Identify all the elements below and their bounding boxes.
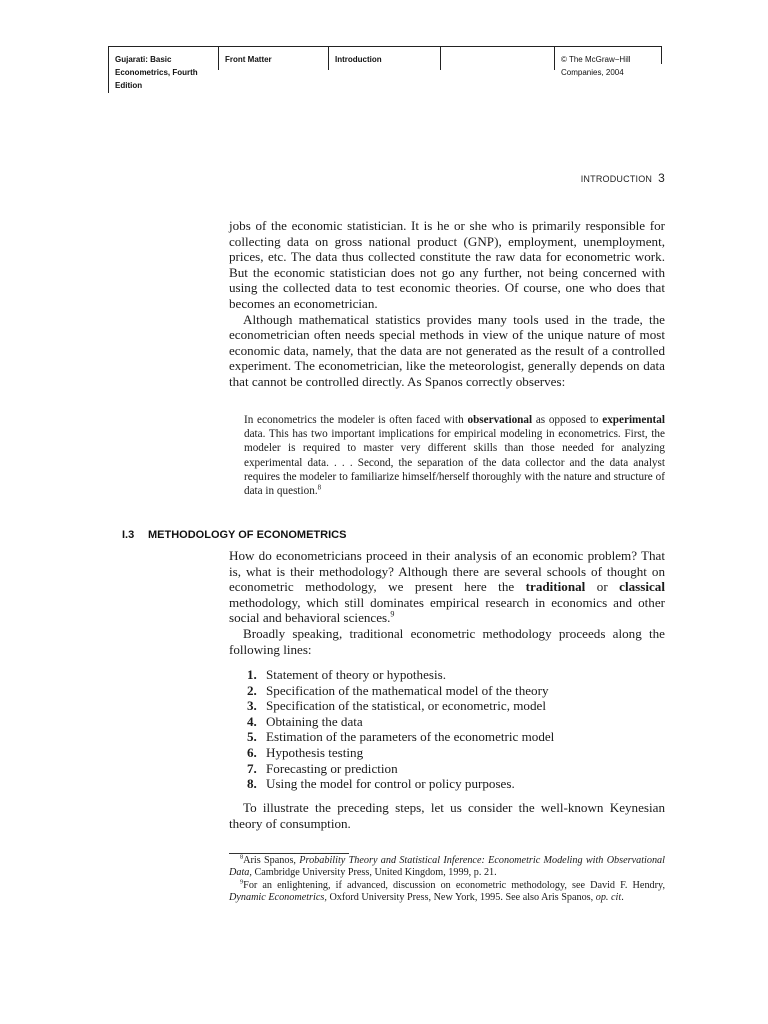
body-text-top: [229, 218, 665, 390]
list-item-number: 8.: [247, 776, 257, 792]
paragraph-3-bold-classical: classical: [619, 579, 665, 595]
list-item-text: Obtaining the data: [266, 713, 363, 729]
list-item-text: Hypothesis testing: [266, 744, 364, 760]
section-heading: [122, 529, 346, 541]
list-item-text: Using the model for control or policy purposes.: [266, 776, 515, 792]
footnote-text: For an enlightening, if advanced, discussion on econometric methodology, see David F. Hendry,: [243, 879, 665, 891]
running-head-title: INTRODUCTION: [580, 174, 653, 184]
list-item: [247, 714, 554, 730]
quote-text-1: In econometrics the modeler is often faced with: [244, 414, 468, 426]
footnote-text: .: [621, 891, 624, 903]
list-item-number: 7.: [247, 760, 257, 776]
footnote-8: [229, 855, 665, 880]
quote-text-2: as opposed to: [532, 414, 603, 426]
list-item: [247, 667, 554, 683]
list-item: [247, 729, 554, 745]
list-item-number: 5.: [247, 729, 257, 745]
footnote-9: [229, 880, 665, 905]
footnotes: [229, 855, 665, 904]
paragraph-4: Broadly speaking, traditional econometric methodology proceeds along the following lines:: [229, 625, 665, 657]
list-item: [247, 698, 554, 714]
list-item: [247, 683, 554, 699]
footnote-text: Aris Spanos,: [243, 855, 300, 866]
footnote-ref-9: 9: [390, 610, 395, 620]
list-item-text: Estimation of the parameters of the econometric model: [266, 729, 555, 745]
header-cell-empty: [440, 47, 555, 70]
footnote-ref-8: 8: [317, 483, 322, 492]
list-item-number: 2.: [247, 682, 257, 698]
section-number: I.3: [122, 529, 135, 541]
list-item-text: Statement of theory or hypothesis.: [266, 667, 447, 682]
body-text-methodology: [229, 548, 665, 657]
list-item-text: Specification of the statistical, or econometric, model: [266, 698, 546, 714]
list-item: [247, 776, 554, 792]
footnote-italic: Dynamic Econometrics,: [229, 891, 327, 903]
list-item: [247, 745, 554, 761]
footnote-mark: 9: [240, 878, 244, 886]
list-item-number: 4.: [247, 713, 257, 729]
quote-bold-observational: observational: [467, 414, 533, 426]
quote-text: [244, 413, 665, 498]
page-number: 3: [658, 171, 665, 185]
footnote-italic: op. cit: [595, 891, 622, 903]
list-item: [247, 761, 554, 777]
block-quote: [244, 413, 665, 498]
paragraph-3-text-2: or: [585, 579, 620, 595]
section-title: METHODOLOGY OF ECONOMETRICS: [148, 529, 347, 541]
paragraph-3-bold-traditional: traditional: [525, 579, 586, 595]
paragraph-5: To illustrate the preceding steps, let us consider the well-known Keynesian theory of consumption.: [229, 800, 665, 831]
footnote-italic: Probability Theory and Statistical Inference: Econometric Modeling with Observational Data,: [229, 855, 665, 879]
paragraph-3-text-1: How do econometricians proceed in their analysis of an economic problem? That is, what is their methodology? Although there are several schools of thought on econometric methodology, we present here the: [229, 548, 665, 595]
footnote-mark: 8: [240, 853, 244, 861]
footnote-text: Cambridge University Press, United Kingdom, 1999, p. 21.: [251, 867, 497, 879]
paragraph-3-text-3: methodology, which still dominates empirical research in economics and other social and behavioral sciences.: [229, 594, 665, 626]
footnote-divider: [229, 853, 349, 854]
paragraph-2: Although mathematical statistics provides many tools used in the trade, the econometrician often needs special methods in view of the unique nature of most economic data, namely, that the data are not generated as the result of a controlled experiment. The econometrician, like the meteorologist, generally depends on data that cannot be controlled directly. As Spanos correctly observes:: [229, 311, 665, 389]
header-cell-end: [661, 47, 662, 64]
quote-bold-experimental: experimental: [602, 414, 665, 426]
header-cell-chapter: Introduction: [328, 47, 433, 70]
list-item-text: Specification of the mathematical model of the theory: [266, 682, 549, 698]
page-header-table: [108, 46, 662, 93]
header-cell-copyright: © The McGraw−Hill Companies, 2004: [554, 47, 663, 70]
quote-text-3: data. This has two important implications for empirical modeling in econometrics. First, the modeler is required to master very different skills than those needed for analyzing experimental data. . . . Second, the separation of the data collector and the data analyst requires the modeler to familiarize himself/herself thoroughly with the nature and structure of data in question.: [244, 428, 665, 498]
paragraph-3: [229, 548, 665, 626]
footnote-text: Oxford University Press, New York, 1995. See also Aris Spanos,: [326, 891, 596, 903]
list-item-number: 6.: [247, 744, 257, 760]
body-text-closing: [229, 800, 665, 831]
list-item-text: Forecasting or prediction: [266, 760, 398, 776]
list-item-number: 1.: [247, 667, 257, 682]
list-item-number: 3.: [247, 698, 257, 714]
header-cell-book-title: Gujarati: Basic Econometrics, Fourth Edition: [108, 47, 218, 93]
header-cell-part: Front Matter: [218, 47, 328, 70]
paragraph-1: jobs of the economic statistician. It is he or she who is primarily responsible for collecting data on gross national product (GNP), employment, unemployment, prices, etc. The data thus collected constitute the raw data for econometric work. But the economic statistician does not go any further, not being concerned with using the collected data to test economic theories. Of course, one who does that becomes an econometrician.: [229, 218, 665, 311]
running-head: [581, 171, 665, 185]
methodology-steps-list: [247, 667, 554, 792]
